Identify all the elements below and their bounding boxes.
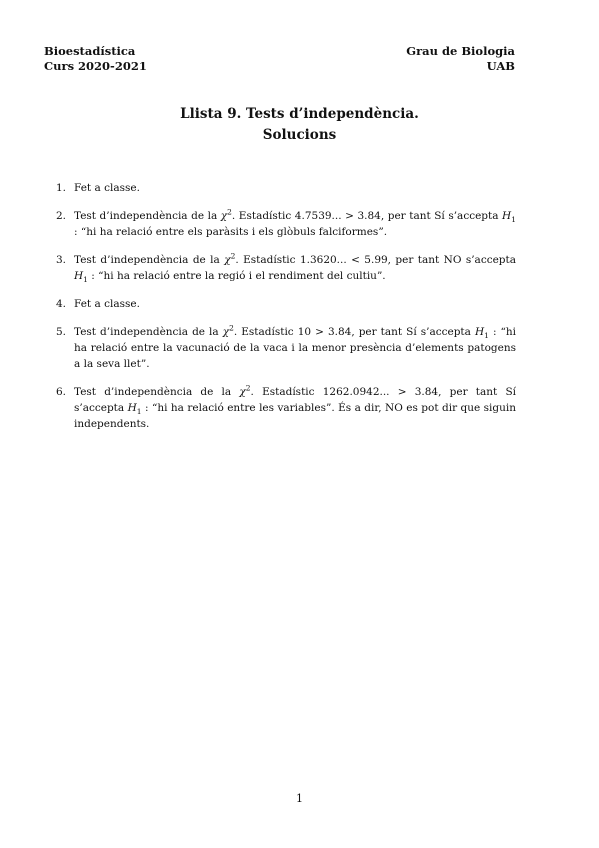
text-part: Test d’independència de la <box>74 210 221 222</box>
course-name: Bioestadística <box>44 44 136 58</box>
page-title <box>0 104 599 146</box>
item-text <box>74 324 516 372</box>
list-item <box>56 180 516 196</box>
chi-exponent: 2 <box>245 383 251 393</box>
list-item <box>56 208 516 240</box>
item-number: 2. <box>56 210 67 222</box>
chi-symbol: χ <box>220 210 228 222</box>
text-part: . Estadístic 10 > 3.84, per tant Sí s’accepta <box>233 326 475 338</box>
university-name: UAB <box>486 59 515 73</box>
list-item <box>56 384 516 432</box>
chi-symbol: χ <box>224 254 231 266</box>
item-number: 6. <box>56 386 67 398</box>
title-line-1: Llista 9. Tests d’independència. <box>180 106 419 122</box>
list-item <box>56 324 516 372</box>
text-part: : “hi ha relació entre la vacunació de la vaca i la menor presència d’elements patogens a la seva llet”. <box>74 326 516 370</box>
hypothesis-symbol: H <box>502 210 512 222</box>
hypothesis-subscript: 1 <box>136 407 142 417</box>
chi-symbol: χ <box>239 386 246 398</box>
text-part: . Estadístic 1.3620... < 5.99, per tant NO s’accepta <box>235 254 516 266</box>
text-part: Test d’independència de la <box>74 386 240 398</box>
item-text: Fet a classe. <box>74 298 140 310</box>
header-left <box>44 44 147 74</box>
chi-exponent: 2 <box>230 251 236 261</box>
list-item <box>56 296 516 312</box>
item-text <box>74 252 516 284</box>
solutions-list <box>56 180 516 444</box>
course-year: Curs 2020-2021 <box>44 59 147 73</box>
hypothesis-symbol: H <box>74 270 84 282</box>
hypothesis-symbol: H <box>474 326 485 338</box>
degree-name: Grau de Biologia <box>406 44 515 58</box>
item-number: 4. <box>56 298 67 310</box>
hypothesis-subscript: 1 <box>83 275 88 285</box>
text-part: Test d’independència de la <box>74 254 225 266</box>
item-number: 1. <box>56 182 67 194</box>
hypothesis-subscript: 1 <box>484 331 489 341</box>
hypothesis-subscript: 1 <box>511 215 516 225</box>
header-right <box>406 44 515 74</box>
chi-symbol: χ <box>222 326 230 338</box>
text-part: : “hi ha relació entre la regió i el rendiment del cultiu”. <box>87 270 386 282</box>
title-line-2: Solucions <box>262 127 337 143</box>
item-number: 3. <box>56 254 67 266</box>
chi-exponent: 2 <box>229 323 234 333</box>
item-text: Fet a classe. <box>74 182 140 194</box>
item-text <box>74 208 516 240</box>
text-part: Test d’independència de la <box>74 326 223 338</box>
text-part: : “hi ha relació entre els paràsits i els glòbuls falciformes”. <box>74 226 388 238</box>
item-text <box>74 384 516 432</box>
item-number: 5. <box>56 326 67 338</box>
chi-exponent: 2 <box>227 207 232 217</box>
text-part: : “hi ha relació entre les variables”. És a dir, NO es pot dir que siguin independents. <box>74 402 517 430</box>
text-part: . Estadístic 4.7539... > 3.84, per tant Sí s’accepta <box>231 210 503 222</box>
text-part: . Estadístic 1262.0942... > 3.84, per tant Sí s’accepta <box>74 386 516 414</box>
page-number: 1 <box>296 792 303 805</box>
hypothesis-symbol: H <box>127 402 137 414</box>
list-item <box>56 252 516 284</box>
